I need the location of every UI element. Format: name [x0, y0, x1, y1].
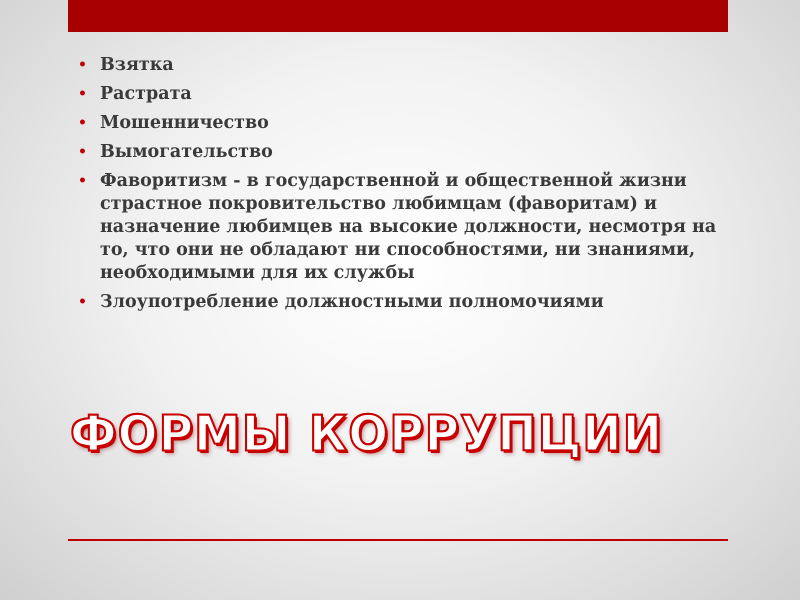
- list-item: [78, 54, 718, 77]
- bullet-dot-icon: •: [78, 57, 87, 73]
- list-item: [78, 170, 718, 285]
- bullet-dot-icon: •: [78, 115, 87, 131]
- bullet-list: [78, 54, 718, 314]
- bullet-text: Злоупотребление должностными полномочиями: [100, 292, 604, 312]
- bullet-dot-icon: •: [78, 173, 87, 189]
- bullet-dot-icon: •: [78, 144, 87, 160]
- list-item: [78, 112, 718, 135]
- bullet-text: Фаворитизм - в государственной и общественной жизни страстное покровительство любимцам (фаворитам) и назначение любимцев на высокие должности, несмотря на то, что они не обладают ни способностями, ни знаниями, необходимыми для их службы: [100, 171, 717, 283]
- bullet-text: Вымогательство: [100, 142, 273, 162]
- list-item: [78, 141, 718, 164]
- list-item: [78, 291, 718, 314]
- bullet-list-area: [78, 54, 718, 320]
- bullet-text: Мошенничество: [100, 113, 269, 133]
- bullet-text: Взятка: [100, 55, 174, 75]
- list-item: [78, 83, 718, 106]
- top-accent-bar: [68, 0, 728, 32]
- bullet-text: Растрата: [100, 84, 192, 104]
- bullet-dot-icon: •: [78, 86, 87, 102]
- slide-title: ФОРМЫ КОРРУПЦИИ: [70, 405, 663, 464]
- bottom-divider: [68, 539, 728, 541]
- bullet-dot-icon: •: [78, 294, 87, 310]
